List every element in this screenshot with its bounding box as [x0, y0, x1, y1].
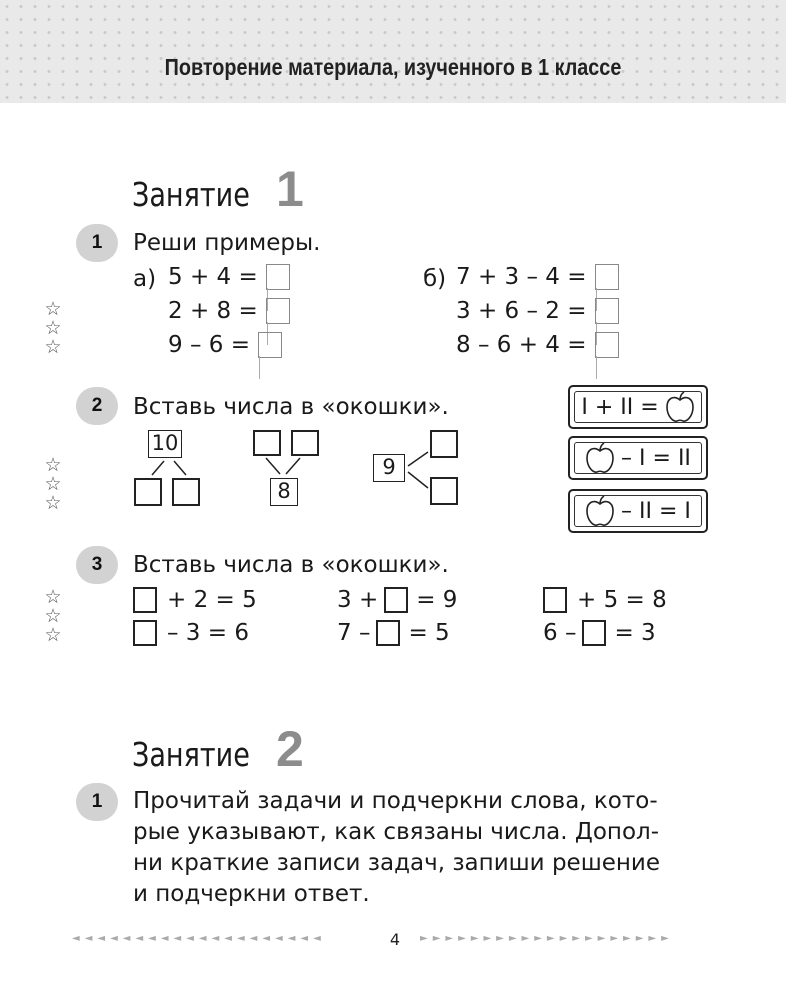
apple-outline-icon[interactable] — [585, 495, 615, 527]
task-3-instruction: Вставь числа в «окошки». — [133, 552, 449, 578]
star-outline-icon: ☆ — [44, 492, 62, 514]
task-3-badge: 3 — [76, 546, 118, 584]
star-outline-icon: ☆ — [44, 317, 62, 339]
expression: 5 + 4 = — [168, 264, 258, 290]
paragraph-line: и подчеркни ответ. — [133, 881, 370, 907]
blank-box[interactable] — [133, 587, 157, 613]
apple-outline-icon[interactable] — [585, 442, 615, 474]
expression: 2 + 8 = — [168, 298, 258, 324]
lesson-1-number: 1 — [276, 161, 304, 217]
task-3-row-2-col-3 — [543, 620, 656, 646]
expression: + 5 = 8 — [577, 587, 667, 613]
task-1-left-row-3 — [168, 332, 282, 358]
task-1-right-row-2 — [456, 298, 619, 324]
apple-outline-icon[interactable] — [665, 391, 695, 423]
equation-card-1 — [568, 385, 708, 429]
difficulty-stars-task-2 — [42, 456, 64, 513]
task-3-row-1-col-1 — [133, 587, 257, 613]
lesson-2-task-1-badge: 1 — [76, 783, 118, 821]
page-header-title: Повторение материала, изученного в 1 классе — [164, 54, 622, 80]
page-number: 4 — [389, 930, 401, 949]
difficulty-stars-task-3 — [42, 588, 64, 645]
star-outline-icon: ☆ — [44, 586, 62, 608]
star-outline-icon: ☆ — [44, 473, 62, 495]
task-3-row-2-col-1 — [133, 620, 249, 646]
lesson-1-word: Занятие — [132, 175, 250, 214]
answer-box[interactable] — [266, 298, 290, 324]
expression: 3 + — [337, 587, 379, 613]
expression: 7 + 3 – 4 = — [456, 264, 587, 290]
expression: 7 – — [337, 620, 371, 646]
tree-2-bottom-number: 8 — [270, 478, 298, 506]
task-2-badge: 2 — [76, 387, 118, 425]
paragraph-line: ни краткие записи задач, запиши решение — [133, 850, 661, 876]
expression: + 2 = 5 — [167, 587, 257, 613]
blank-box[interactable] — [384, 587, 408, 613]
expression: 8 – 6 + 4 = — [456, 332, 587, 358]
tree-1-top-number: 10 — [148, 430, 182, 458]
task-2-instruction: Вставь числа в «окошки». — [133, 394, 449, 420]
difficulty-stars-task-1 — [42, 300, 64, 357]
footer-right-triangles: ►►►►►►►►►►►►►►►►►►►► — [420, 933, 674, 944]
lesson-2-word: Занятие — [132, 735, 250, 774]
expression: – 3 = 6 — [167, 620, 249, 646]
blank-box[interactable] — [376, 620, 400, 646]
answer-box[interactable] — [258, 332, 282, 358]
answer-box[interactable] — [595, 264, 619, 290]
star-outline-icon: ☆ — [44, 298, 62, 320]
task-3-row-1-col-2 — [337, 587, 457, 613]
lesson-2-heading — [132, 720, 304, 778]
tree-1-right-box[interactable] — [172, 478, 200, 506]
tree-2-left-box[interactable] — [253, 430, 281, 456]
answer-box[interactable] — [595, 298, 619, 324]
expression: 9 – 6 = — [168, 332, 250, 358]
star-outline-icon: ☆ — [44, 454, 62, 476]
tree-3-bottom-box[interactable] — [430, 477, 458, 505]
lesson-2-task-1-text — [133, 786, 733, 910]
lesson-2-number: 2 — [276, 721, 304, 777]
expression: = 9 — [416, 587, 458, 613]
expression: 6 – — [543, 620, 577, 646]
task-1-right-label: б) — [423, 266, 447, 292]
equation-card-3 — [568, 489, 708, 533]
expression: 3 + 6 – 2 = — [456, 298, 587, 324]
task-3-row-1-col-3 — [543, 587, 667, 613]
blank-box[interactable] — [543, 587, 567, 613]
star-outline-icon: ☆ — [44, 605, 62, 627]
tree-2-right-box[interactable] — [291, 430, 319, 456]
answer-box[interactable] — [595, 332, 619, 358]
task-1-instruction: Реши примеры. — [133, 230, 321, 256]
expression: = 3 — [614, 620, 656, 646]
task-1-left-label: а) — [133, 266, 157, 292]
task-3-row-2-col-2 — [337, 620, 450, 646]
task-1-right-row-1 — [456, 264, 619, 290]
equation-card-2 — [568, 436, 708, 480]
answer-box[interactable] — [266, 264, 290, 290]
tree-3-left-number: 9 — [373, 454, 405, 482]
header-band — [0, 0, 786, 103]
lesson-1-heading — [132, 160, 304, 218]
star-outline-icon: ☆ — [44, 624, 62, 646]
star-outline-icon: ☆ — [44, 336, 62, 358]
task-1-right-row-3 — [456, 332, 619, 358]
task-1-left-row-1 — [168, 264, 290, 290]
tree-1-left-box[interactable] — [134, 478, 162, 506]
equation-text: – II = I — [621, 498, 691, 524]
tree-3-top-box[interactable] — [430, 430, 458, 458]
paragraph-line: рые указывают, как связаны числа. Допол- — [133, 819, 660, 845]
blank-box[interactable] — [133, 620, 157, 646]
equation-text: I + II = — [581, 394, 659, 420]
expression: = 5 — [408, 620, 450, 646]
task-1-left-row-2 — [168, 298, 290, 324]
blank-box[interactable] — [582, 620, 606, 646]
equation-text: – I = II — [621, 445, 691, 471]
paragraph-line: Прочитай задачи и подчеркни слова, кото- — [133, 788, 658, 814]
footer-left-triangles: ◄◄◄◄◄◄◄◄◄◄◄◄◄◄◄◄◄◄◄◄ — [72, 933, 326, 944]
task-1-badge: 1 — [76, 224, 118, 262]
